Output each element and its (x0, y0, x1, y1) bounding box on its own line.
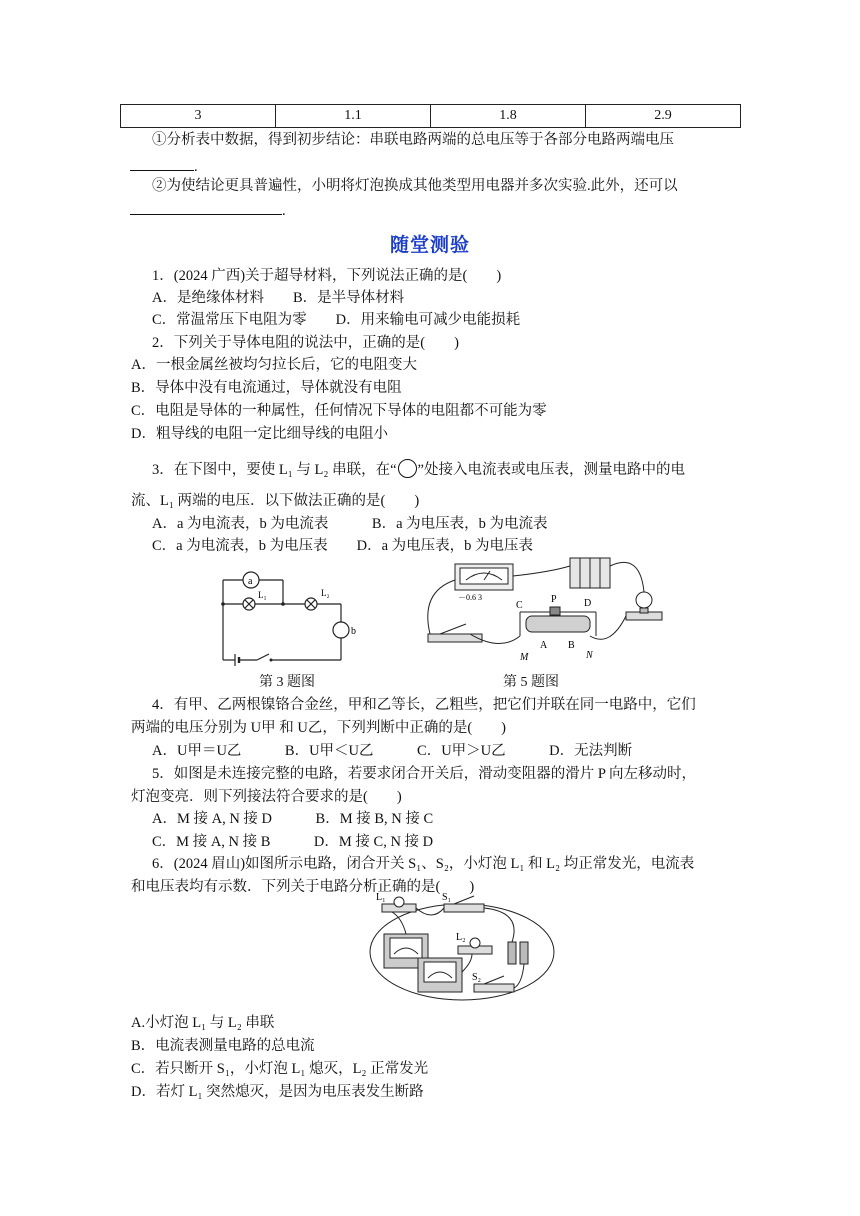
fig5-circuit-apparatus (400, 552, 670, 664)
fig5-label-n: N (586, 650, 593, 661)
q4-stem: 4．有甲、乙两根镍铬合金丝，甲和乙等长，乙粗些，把它们并联在同一电路中，它们 (152, 697, 696, 713)
table-row (121, 105, 741, 128)
fig3-circuit-diagram (205, 558, 365, 666)
q1-options-cd: C．常温常压下电阻为零 D．用来输电可减少电能损耗 (152, 312, 521, 328)
fig5-label-d: D (584, 598, 592, 609)
q2-option-c: C．电阻是导体的一种属性，任何情况下导体的电阻都不可能为零 (131, 403, 547, 419)
fig3-label-l2: L₂ (321, 588, 330, 598)
table-cell: 2.9 (586, 105, 741, 128)
analysis-q2-text: ②为使结论更具普遍性，小明将灯泡换成其他类型用电器并多次实验.此外，还可以 (152, 178, 678, 194)
q6-option-c: C．若只断开 S₁，小灯泡 L₁ 熄灭，L₂ 正常发光 (131, 1061, 429, 1077)
q3-options-cd: C．a 为电流表，b 为电压表 D．a 为电压表，b 为电压表 (152, 538, 534, 554)
analysis-q1-text: ①分析表中数据，得到初步结论：串联电路两端的总电压等于各部分电路两端电压 (152, 132, 674, 148)
fig6-label-s1: S₁ (442, 892, 452, 903)
q6-option-a: A.小灯泡 L₁ 与 L₂ 串联 (131, 1015, 275, 1031)
q4-stem-2: 两端的电压分别为 U甲 和 U乙，下列判断中正确的是( ) (131, 720, 506, 736)
q5-options-cd: C．M 接 A, N 接 B D．M 接 C, N 接 D (152, 834, 434, 850)
table-cell: 1.1 (276, 105, 431, 128)
analysis-q1-blank: . (130, 156, 198, 177)
fig6-label-s2: S₂ (472, 972, 482, 983)
fig5-meter-range: －0.6 3 (458, 593, 482, 602)
q2-option-b: B．导体中没有电流通过，导体就没有电阻 (131, 380, 402, 396)
fig6-label-l2: L₂ (456, 932, 466, 943)
q3-stem-2: 流、L₁ 两端的电压．以下做法正确的是( ) (131, 493, 420, 509)
q6-stem: 6．(2024 眉山)如图所示电路，闭合开关 S₁、S₂，小灯泡 L₁ 和 L₂ 均正常发光，电流表 (152, 856, 695, 872)
q1-options-ab: A．是绝缘体材料 B．是半导体材料 (152, 290, 405, 306)
q6-stem-2: 和电压表均有示数．下列关于电路分析正确的是( ) (131, 879, 475, 895)
q5-options-ab: A．M 接 A, N 接 D B．M 接 B, N 接 C (152, 811, 434, 827)
fig6-circuit-apparatus (362, 892, 562, 1004)
data-table (120, 104, 741, 128)
fig5-caption: 第 5 题图 (503, 675, 559, 690)
q6-option-d: D．若灯 L₁ 突然熄灭，是因为电压表发生断路 (131, 1084, 424, 1100)
fig5-label-p: P (551, 594, 557, 605)
q5-stem-2: 灯泡变亮．则下列接法符合要求的是( ) (131, 789, 402, 805)
q6-option-b: B．电流表测量电路的总电流 (131, 1038, 315, 1054)
table-cell: 3 (121, 105, 276, 128)
fig5-label-b: B (568, 640, 575, 651)
fig5-label-c: C (516, 600, 523, 611)
fig3-label-a: a (248, 576, 253, 587)
q5-stem: 5．如图是未连接完整的电路，若要求闭合开关后，滑动变阻器的滑片 P 向左移动时， (152, 766, 697, 782)
q4-options: A．U甲＝U乙 B．U甲＜U乙 C．U甲＞U乙 D．无法判断 (152, 743, 633, 759)
fig3-label-b: b (351, 626, 356, 637)
fig5-label-m: M (520, 652, 529, 663)
fig3-label-l1: L₁ (258, 590, 267, 600)
q3-stem: 3．在下图中，要使 L₁ 与 L₂ 串联，在“ ”处接入电流表或电压表，测量电路中的电 (152, 459, 685, 480)
table-cell: 1.8 (431, 105, 586, 128)
q2-stem: 2．下列关于导体电阻的说法中，正确的是( ) (152, 335, 459, 351)
q3-options-ab: A．a 为电流表，b 为电流表 B．a 为电压表，b 为电流表 (152, 516, 548, 532)
fig5-label-a: A (540, 640, 548, 651)
section-title: 随堂测验 (389, 234, 470, 256)
q1-stem: 1．(2024 广西)关于超导材料，下列说法正确的是( ) (152, 268, 502, 284)
analysis-q2-blank: . (130, 200, 286, 221)
fig6-label-l1: L₁ (376, 892, 386, 903)
q2-option-a: A．一根金属丝被均匀拉长后，它的电阻变大 (131, 357, 417, 373)
q2-option-d: D．粗导线的电阻一定比细导线的电阻小 (131, 426, 388, 442)
fig3-caption: 第 3 题图 (259, 675, 315, 690)
meter-circle-icon (398, 459, 417, 478)
